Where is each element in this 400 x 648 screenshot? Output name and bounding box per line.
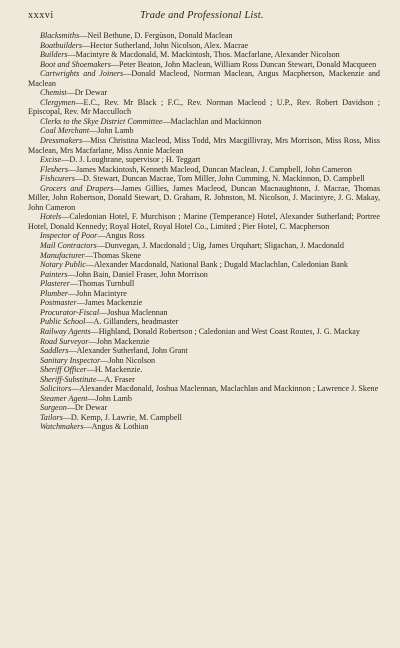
entry-text: —Miss Christina Macleod, Miss Todd, Mrs Macgillivray, Mrs Morrison, Miss Ross, Miss Maclean, Mrs Macfarlane, Miss Annie Maclean xyxy=(28,136,380,155)
entry-text: —Alexander Macdonald, Joshua Maclennan, Maclachlan and Mackinnon ; Lawrence J. Skene xyxy=(71,384,379,394)
list-entry xyxy=(28,270,380,280)
page-title: Trade and Professional List. xyxy=(140,10,264,21)
entry-text: —John Bain, Daniel Fraser, John Morrison xyxy=(67,269,208,279)
entry-label: Chemist xyxy=(40,88,67,98)
list-entry xyxy=(28,298,380,308)
entry-label: Saddlers xyxy=(40,346,69,356)
entry-label: Manufacturer xyxy=(40,250,85,260)
entry-text: —Alexander Macdonald, National Bank ; Dugald Maclachlan, Caledonian Bank xyxy=(85,260,348,270)
entry-label: Blacksmiths xyxy=(40,31,80,40)
entry-text: —James Mackenzie xyxy=(76,298,143,308)
entry-label: Solicitors xyxy=(40,384,72,394)
entry-text: —Thomas Skene xyxy=(84,250,142,260)
list-entry xyxy=(28,327,380,337)
entry-text: —Angus & Lothian xyxy=(83,422,149,432)
entry-label: Coal Merchant xyxy=(40,126,90,136)
entry-text: —John Lamb xyxy=(87,393,132,403)
list-entry xyxy=(28,98,380,117)
entry-text: —A. Fraser xyxy=(96,374,135,384)
list-entry xyxy=(28,356,380,366)
entry-text: —James Gillies, James Macleod, Duncan Macnaughtonn, J. Macrae, Thomas Miller, John Robertson, Donald Stewart, D. Graham, R. Johnston, M. Nicolson, J. Macintyre, J. G. Makay, John Cameron xyxy=(28,183,380,212)
entry-label: Fishcurers xyxy=(40,174,75,184)
list-entry xyxy=(28,308,380,318)
list-entry xyxy=(28,403,380,413)
trade-list xyxy=(28,31,380,432)
list-entry xyxy=(28,155,380,165)
list-entry xyxy=(28,50,380,60)
entry-label: Sanitary Inspector xyxy=(40,355,101,365)
entry-text: —Dr Dewar xyxy=(66,88,108,98)
entry-label: Hotels xyxy=(40,212,62,222)
list-entry xyxy=(28,88,380,98)
list-entry xyxy=(28,231,380,241)
entry-label: Painters xyxy=(40,269,68,279)
entry-text: —Alexander Sutherland, John Grant xyxy=(68,346,188,356)
entry-label: Excise xyxy=(40,155,62,165)
entry-text: —D. Stewart, Duncan Macrae, Tom Miller, John Cumming, N. Mackinnon, D. Campbell xyxy=(74,174,365,184)
entry-label: Steamer Agent xyxy=(40,393,88,403)
list-entry xyxy=(28,60,380,70)
entry-label: Fleshers xyxy=(40,164,68,174)
list-entry xyxy=(28,165,380,175)
entry-text: —John Lamb xyxy=(89,126,134,136)
list-entry xyxy=(28,69,380,88)
entry-label: Plumber xyxy=(40,288,68,298)
entry-text: —Macintyre & Macdonald, M. Mackintosh, Thos. Macfarlane, Alexander Nicolson xyxy=(67,50,340,60)
list-entry xyxy=(28,136,380,155)
entry-text: —Caledonian Hotel, F. Murchison ; Marine (Temperance) Hotel, Alexander Sutherland; Portree Hotel, Donald Kennedy; Royal Hotel, Royal Hotel Co., Limited ; Pier Hotel, C. Macpherson xyxy=(28,212,380,231)
entry-text: —Highland, Donald Robertson ; Caledonian and West Coast Routes, J. G. Mackay xyxy=(90,326,360,336)
list-entry xyxy=(28,384,380,394)
entry-text: —Angus Ross xyxy=(97,231,145,241)
entry-label: Inspector of Poor xyxy=(40,231,98,241)
list-entry xyxy=(28,317,380,327)
entry-text: —Peter Beaton, John Maclean, William Ross Duncan Stewart, Donald Macqueen xyxy=(110,59,377,69)
list-entry xyxy=(28,212,380,231)
entry-label: Postmaster xyxy=(40,298,77,308)
entry-text: —E.C., Rev. Mr Black ; F.C., Rev. Norman Macleod ; U.P., Rev. Robert Davidson ; Episcopal, Rev. Mr Macculloch xyxy=(28,97,380,117)
list-entry xyxy=(28,337,380,347)
entry-text: —John Nicolson xyxy=(100,355,156,365)
entry-text: —John Mackenzie xyxy=(88,336,150,346)
entry-label: Procurator-Fiscal xyxy=(40,307,100,317)
list-entry xyxy=(28,41,380,51)
list-entry xyxy=(28,126,380,136)
entry-text: —H. Mackenzie. xyxy=(86,365,143,375)
entry-label: Boot and Shoemakers xyxy=(40,59,111,69)
entry-text: —A. Gillanders, headmaster xyxy=(85,317,179,327)
entry-label: Surgeon xyxy=(40,403,67,413)
entry-text: —Joshua Maclennan xyxy=(99,307,168,317)
entry-text: —Thomas Turnbull xyxy=(69,279,135,289)
entry-text: —Dr Dewar xyxy=(66,403,108,413)
entry-label: Public School xyxy=(40,317,86,327)
entry-text: —D. J. Loughrane, supervisor ; H. Teggart xyxy=(61,155,201,165)
entry-text: —Hector Sutherland, John Nicolson, Alex. Macrae xyxy=(81,40,249,50)
list-entry xyxy=(28,251,380,261)
entry-label: Clerks to the Skye District Committee xyxy=(40,116,163,126)
entry-label: Road Surveyor xyxy=(40,336,89,346)
entry-label: Plasterer xyxy=(40,279,70,289)
list-entry xyxy=(28,184,380,213)
list-entry xyxy=(28,289,380,299)
entry-text: —Neil Bethune, D. Fergùson, Donald Maclean xyxy=(79,31,233,40)
list-entry xyxy=(28,394,380,404)
list-entry xyxy=(28,31,380,41)
entry-label: Sheriff-Substitute xyxy=(40,374,97,384)
list-entry xyxy=(28,413,380,423)
entry-label: Notary Public xyxy=(40,260,86,270)
list-entry xyxy=(28,117,380,127)
entry-text: —D. Kemp, J. Lawrie, M. Campbell xyxy=(62,412,182,422)
entry-label: Mail Contractors xyxy=(40,241,97,251)
entry-text: —James Mackintosh, Kenneth Macleod, Duncan Maclean, J. Campbell, John Cameron xyxy=(67,164,352,174)
entry-label: Sheriff Officer xyxy=(40,365,87,375)
entry-label: Railway Agents xyxy=(40,326,91,336)
list-entry xyxy=(28,365,380,375)
page-number: xxxvi xyxy=(28,10,54,21)
list-entry xyxy=(28,422,380,432)
entry-label: Tailors xyxy=(40,412,63,422)
list-entry xyxy=(28,375,380,385)
list-entry xyxy=(28,241,380,251)
entry-label: Watchmakers xyxy=(40,422,84,432)
entry-label: Cartwrights and Joiners xyxy=(40,69,124,79)
entry-label: Builders xyxy=(40,50,68,60)
list-entry xyxy=(28,174,380,184)
list-entry xyxy=(28,260,380,270)
entry-text: —Maclachlan and Mackinnon xyxy=(162,116,262,126)
entry-label: Dressmakers xyxy=(40,136,83,146)
page-header xyxy=(28,10,380,26)
entry-text: —Donald Macleod, Norman Maclean, Angus Macpherson, Mackenzie and Maclean xyxy=(28,69,380,88)
entry-label: Grocers and Drapers xyxy=(40,183,114,193)
entry-label: Boatbuilders xyxy=(40,40,82,50)
entry-text: —Dunvegan, J. Macdonald ; Uig, James Urquhart; Sligachan, J. Macdonald xyxy=(96,241,344,251)
entry-text: —John Macintyre xyxy=(67,288,127,298)
list-entry xyxy=(28,279,380,289)
entry-label: Clergymen xyxy=(40,97,76,107)
list-entry xyxy=(28,346,380,356)
